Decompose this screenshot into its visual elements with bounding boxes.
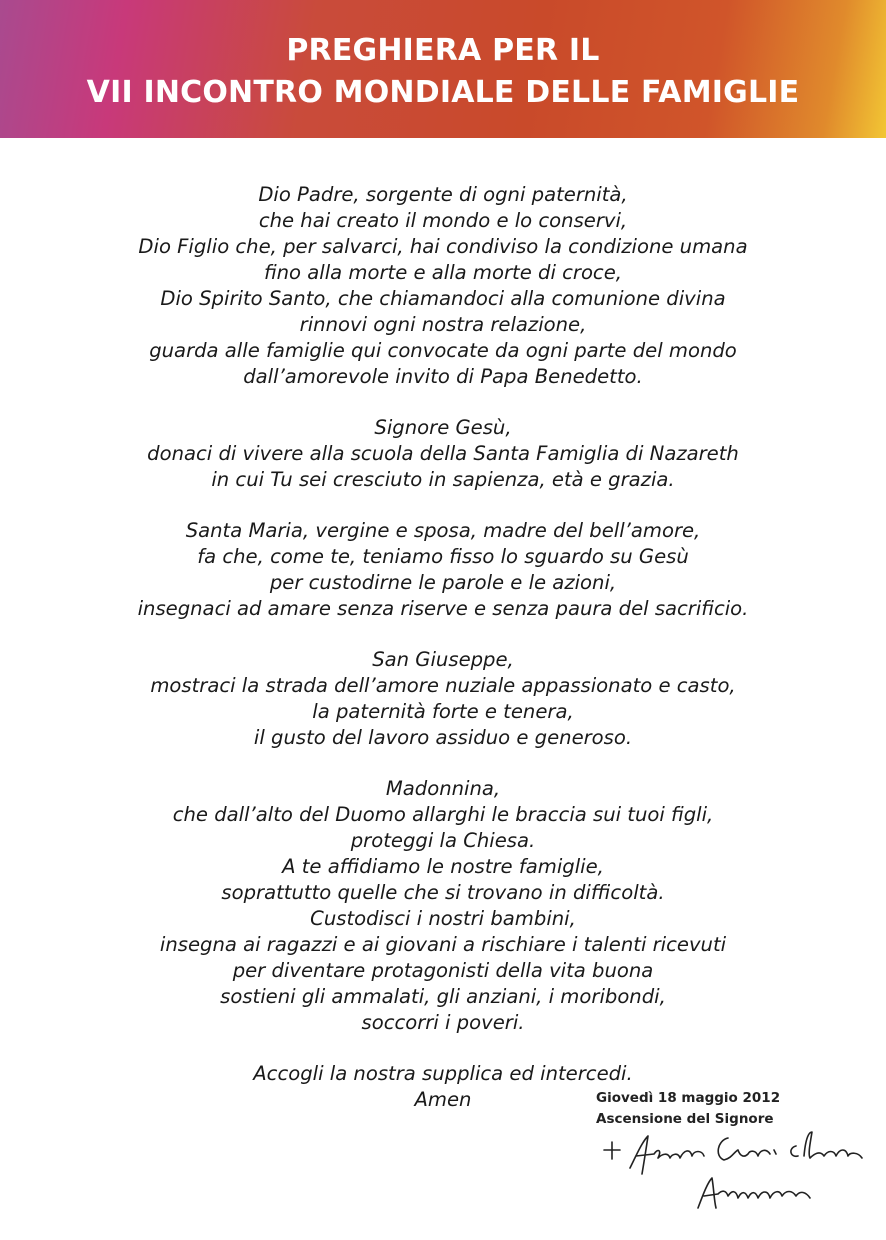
prayer-line: donaci di vivere alla scuola della Santa Famiglia di Nazareth <box>147 442 739 465</box>
prayer-line: A te affidiamo le nostre famiglie, <box>282 855 604 878</box>
handwritten-signature <box>592 1128 882 1228</box>
prayer-line: in cui Tu sei cresciuto in sapienza, età e grazia. <box>211 468 675 491</box>
prayer-line: Dio Figlio che, per salvarci, hai condiviso la condizione umana <box>138 235 748 258</box>
prayer-line: per custodirne le parole e le azioni, <box>269 571 617 594</box>
stanza-5 <box>40 776 846 1036</box>
prayer-line: per diventare protagonisti della vita buona <box>232 959 654 982</box>
signature-first-name <box>630 1136 704 1174</box>
prayer-line: sostieni gli ammalati, gli anziani, i moribondi, <box>220 985 666 1008</box>
signature-cross <box>604 1142 620 1159</box>
signature-title <box>698 1178 810 1208</box>
date-text: Giovedì 18 maggio 2012 <box>596 1090 781 1106</box>
prayer-line: insegnaci ad amare senza riserve e senza paura del sacrificio. <box>137 597 749 620</box>
prayer-line: Amen <box>414 1088 472 1111</box>
prayer-line: la paternità forte e tenera, <box>312 700 574 723</box>
prayer-line: Santa Maria, vergine e sposa, madre del bell’amore, <box>185 519 701 542</box>
feast-text: Ascensione del Signore <box>596 1111 774 1127</box>
signature-last-name <box>791 1132 862 1158</box>
stanza-3 <box>40 518 846 622</box>
prayer-line: Madonnina, <box>385 777 501 800</box>
prayer-line: il gusto del lavoro assiduo e generoso. <box>253 726 633 749</box>
prayer-line: soprattutto quelle che si trovano in difficoltà. <box>221 881 665 904</box>
prayer-line: che hai creato il mondo e lo conservi, <box>258 209 628 232</box>
header-banner <box>0 0 886 138</box>
prayer-line: Dio Padre, sorgente di ogni paternità, <box>258 183 628 206</box>
prayer-line: guarda alle famiglie qui convocate da ogni parte del mondo <box>149 339 737 362</box>
prayer-line: fino alla morte e alla morte di croce, <box>263 261 622 284</box>
stanza-4 <box>40 647 846 751</box>
title-line-2: VII INCONTRO MONDIALE DELLE FAMIGLIE <box>86 75 800 110</box>
prayer-line: insegna ai ragazzi e ai giovani a rischiare i talenti ricevuti <box>159 933 727 956</box>
prayer-line: Dio Spirito Santo, che chiamandoci alla comunione divina <box>160 287 726 310</box>
prayer-line: fa che, come te, teniamo fisso lo sguardo su Gesù <box>197 545 689 568</box>
prayer-line: che dall’alto del Duomo allarghi le braccia sui tuoi figli, <box>172 803 714 826</box>
dateline <box>596 1088 886 1130</box>
prayer-text <box>40 182 846 1138</box>
prayer-line: mostraci la strada dell’amore nuziale appassionato e casto, <box>150 674 736 697</box>
prayer-line: soccorri i poveri. <box>361 1011 525 1034</box>
prayer-line: San Giuseppe, <box>372 648 514 671</box>
prayer-line: rinnovi ogni nostra relazione, <box>299 313 587 336</box>
stanza-2 <box>40 415 846 493</box>
title-line-1: PREGHIERA PER IL <box>286 33 600 68</box>
stanza-1 <box>40 182 846 390</box>
prayer-line: proteggi la Chiesa. <box>350 829 536 852</box>
signature-card <box>718 1138 776 1160</box>
prayer-line: Signore Gesù, <box>374 416 512 439</box>
prayer-line: Accogli la nostra supplica ed intercedi. <box>253 1062 633 1085</box>
prayer-line: dall’amorevole invito di Papa Benedetto. <box>243 365 643 388</box>
page-title <box>0 30 886 114</box>
prayer-line: Custodisci i nostri bambini, <box>310 907 576 930</box>
